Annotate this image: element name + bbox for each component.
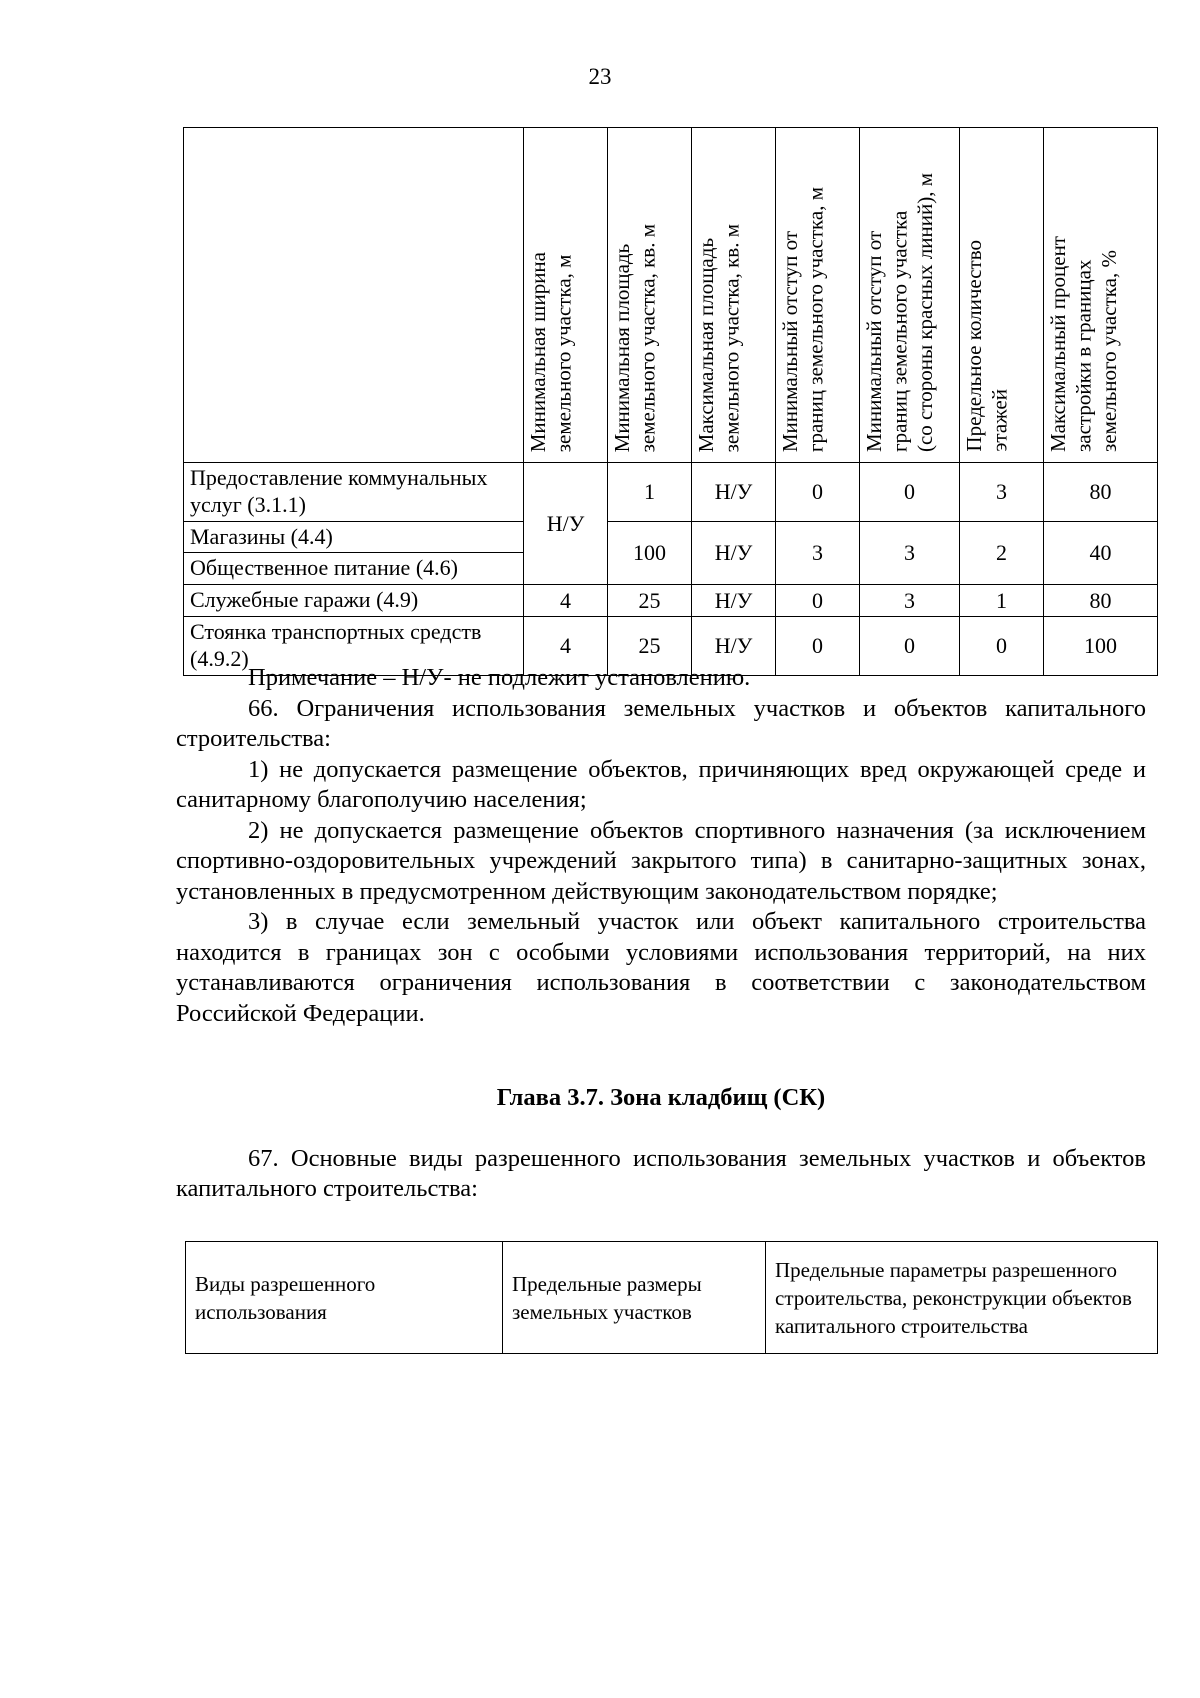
row-name: Стоянка транспортных средств (4.9.2) xyxy=(184,617,524,676)
table-row xyxy=(184,521,1158,553)
cell-max-area: Н/У xyxy=(692,617,776,676)
cell-min-width: Н/У xyxy=(524,463,608,585)
cell-setback-red: 0 xyxy=(860,463,960,522)
table-note: Примечание – Н/У- не подлежит установлению. xyxy=(248,664,751,691)
cell-max-area: Н/У xyxy=(692,463,776,522)
chapter-section xyxy=(176,1083,1146,1205)
chapter-heading: Глава 3.7. Зона кладбищ (СК) xyxy=(496,1084,826,1111)
parameters-table xyxy=(183,127,1158,676)
header-construction-params: Предельные параметры разрешенного строительства, реконструкции объектов капитального строительства xyxy=(766,1242,1158,1354)
row-name: Общественное питание (4.6) xyxy=(184,553,524,585)
cell-setback: 0 xyxy=(776,617,860,676)
cell-percent: 80 xyxy=(1044,463,1158,522)
cell-min-width: 4 xyxy=(524,617,608,676)
cell-percent: 40 xyxy=(1044,521,1158,585)
paragraph-66-item-2: 2) не допускается размещение объектов спортивного назначения (за исключением спортивно-оздоровительных учреждений закрытого типа) в санитарно-защитных зонах, установленных в предусмотренном действующим законодательством порядке; xyxy=(176,816,1146,905)
row-name: Служебные гаражи (4.9) xyxy=(184,585,524,617)
cell-percent: 80 xyxy=(1044,585,1158,617)
paragraph-66: 66. Ограничения использования земельных участков и объектов капитального строительства: xyxy=(176,694,1146,752)
header-min-width: Минимальная ширина земельного участка, м xyxy=(524,128,608,463)
paragraph-66-item-1: 1) не допускается размещение объектов, причиняющих вред окружающей среде и санитарному благополучию населения; xyxy=(176,755,1146,813)
header-use-types: Виды разрешенного использования xyxy=(186,1242,503,1354)
header-max-area: Максимальная площадь земельного участка, кв. м xyxy=(692,128,776,463)
cell-setback: 3 xyxy=(776,521,860,585)
cell-min-area: 25 xyxy=(608,617,692,676)
paragraph-66-item-3: 3) в случае если земельный участок или объект капитального строительства находится в границах зон с особыми условиями использования территорий, на них устанавливаются ограничения использования в соответствии с законодательством Российской Федерации. xyxy=(176,908,1146,1027)
cell-setback-red: 3 xyxy=(860,521,960,585)
cell-max-area: Н/У xyxy=(692,521,776,585)
table-header-row xyxy=(184,128,1158,463)
header-min-setback-red-lines: Минимальный отступ от границ земельного участка (со стороны красных линий), м xyxy=(860,128,960,463)
header-empty-cell xyxy=(184,128,524,463)
cell-floors: 1 xyxy=(960,585,1044,617)
header-max-build-percent: Максимальный процент застройки в границах земельного участка, % xyxy=(1044,128,1158,463)
cell-percent: 100 xyxy=(1044,617,1158,676)
header-max-floors: Предельное количество этажей xyxy=(960,128,1044,463)
cell-setback: 0 xyxy=(776,463,860,522)
cell-setback: 0 xyxy=(776,585,860,617)
table-row xyxy=(184,463,1158,522)
cell-min-area: 25 xyxy=(608,585,692,617)
table-row xyxy=(184,585,1158,617)
cell-floors: 2 xyxy=(960,521,1044,585)
land-use-table xyxy=(185,1241,1158,1354)
row-name: Предоставление коммунальных услуг (3.1.1) xyxy=(184,463,524,522)
cell-max-area: Н/У xyxy=(692,585,776,617)
page-number: 23 xyxy=(588,64,612,89)
cell-min-width: 4 xyxy=(524,585,608,617)
header-min-area: Минимальная площадь земельного участка, кв. м xyxy=(608,128,692,463)
cell-setback-red: 0 xyxy=(860,617,960,676)
paragraph-67: 67. Основные виды разрешенного использования земельных участков и объектов капитального строительства: xyxy=(176,1144,1146,1202)
cell-min-area: 100 xyxy=(608,521,692,585)
restrictions-section xyxy=(176,663,1146,1029)
row-name: Магазины (4.4) xyxy=(184,521,524,553)
cell-min-area: 1 xyxy=(608,463,692,522)
table-header-row xyxy=(186,1242,1158,1354)
cell-floors: 3 xyxy=(960,463,1044,522)
header-plot-sizes: Предельные размеры земельных участков xyxy=(503,1242,766,1354)
cell-floors: 0 xyxy=(960,617,1044,676)
cell-setback-red: 3 xyxy=(860,585,960,617)
header-min-setback: Минимальный отступ от границ земельного участка, м xyxy=(776,128,860,463)
